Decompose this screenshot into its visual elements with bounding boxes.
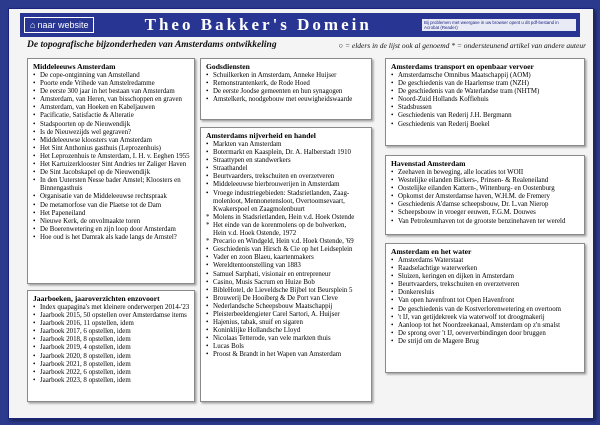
- article-link[interactable]: • Jaarboek 2015, 50 opstellen over Amsterdamse items: [33, 312, 189, 320]
- article-link[interactable]: • Het Kartuizerklooster Sint Andries ter Zaliger Haven: [33, 161, 189, 169]
- article-link[interactable]: • BibleHotel, de Lieveldsche Bijbel tot Beursplein 5: [206, 287, 366, 295]
- article-link[interactable]: • Nieuwe Kerk, de onvolmaakte toren: [33, 218, 189, 226]
- article-link[interactable]: • Markten van Amsterdam: [206, 141, 366, 149]
- website-nav-button[interactable]: [24, 17, 94, 33]
- article-link[interactable]: • De geschiedenis van de Waterlandse tram (NHTM): [391, 88, 579, 96]
- article-link[interactable]: • 't IJ, van getijdekreek via waterwolf tot droogmakerij: [391, 314, 579, 322]
- article-link[interactable]: * Het einde van de korenmolens op de bolwerken,: [206, 222, 366, 230]
- article-link[interactable]: • Botermarkt en Kaasplein, Dr. A. Halberstadt 1910: [206, 149, 366, 157]
- article-list: [33, 304, 189, 385]
- section-title: Godsdiensten: [206, 62, 250, 71]
- article-link[interactable]: • Noord-Zuid Hollands Koffiehuis: [391, 96, 579, 104]
- site-title: Theo Bakker's Domein: [144, 15, 372, 34]
- article-link[interactable]: • Amstelkerk, noodgebouw met eeuwigheidswaarde: [206, 96, 366, 104]
- article-link[interactable]: • Zeehaven in beweging, alle locaties tot WOII: [391, 169, 579, 177]
- article-link[interactable]: • Schuilkerken in Amsterdam, Anneke Huijser: [206, 72, 366, 80]
- page-subtitle: De topografische bijzonderheden van Amsterdams ontwikkeling: [27, 40, 277, 50]
- article-link[interactable]: • Jaarboek 2018, 8 opstellen, idem: [33, 336, 189, 344]
- article-link[interactable]: • De cope-ontginning van Amstelland: [33, 72, 189, 80]
- article-link[interactable]: • Het Papeneiland: [33, 210, 189, 218]
- article-link[interactable]: Binnengasthuis: [40, 185, 83, 193]
- article-link[interactable]: • Jaarboek 2019, 4 opstellen, idem: [33, 344, 189, 352]
- article-link[interactable]: • Poorte ende Vrihede van Amstelredamme: [33, 80, 189, 88]
- article-link[interactable]: * Precario en Windgeld, Hein v.d. Hoek Ostende, '69: [206, 238, 366, 246]
- article-link[interactable]: • De Boerenwetering en zijn loop door Amsterdam: [33, 226, 189, 234]
- article-link[interactable]: • Jaarboek 2017, 6 opstellen, idem: [33, 328, 189, 336]
- article-link[interactable]: * Molens in Stadsrietlanden, Hein v.d. Hoek Ostende: [206, 214, 366, 222]
- article-link[interactable]: • Geschiedenis van Rederij Boekel: [391, 121, 579, 129]
- section-havenstad: [385, 155, 585, 235]
- article-link[interactable]: • Donkeresluis: [391, 289, 579, 297]
- article-link[interactable]: • Casino, Musis Sacrum en Huize Bob: [206, 279, 366, 287]
- article-link[interactable]: • Wereldtentoonstelling van 1883: [206, 262, 366, 270]
- article-link[interactable]: • Brouwerij De Hooiberg & De Port van Cleve: [206, 295, 366, 303]
- browser-notice: Bij problemen met weergave in uw browser opent u dit pdf-bestand in Acrobat (Reader): [422, 19, 576, 31]
- section-water: [385, 243, 585, 373]
- article-link[interactable]: • Oostelijke eilanden Kattern-, Wittenburg- en Oostenburg: [391, 185, 579, 193]
- article-link[interactable]: • Amsterdams Waterstaat: [391, 257, 579, 265]
- article-list: [206, 141, 366, 360]
- article-link[interactable]: • Vader en zoon Blaeu, kaartenmakers: [206, 254, 366, 262]
- site-header: [20, 13, 580, 37]
- article-link[interactable]: • Hajenius, tabak, snuif en sigaren: [206, 319, 366, 327]
- article-link[interactable]: • Van Petroleumhaven tot de grootste benzinehaven ter wereld: [391, 218, 579, 226]
- article-link[interactable]: • Hoe oud is het Damrak als kade langs de Amstel?: [33, 234, 189, 242]
- article-link[interactable]: • Organisatie van de Middeleeuwse rechtspraak: [33, 193, 189, 201]
- article-link[interactable]: • Stadspoorten op de Nieuwendijk: [33, 121, 189, 129]
- article-link[interactable]: • Van open havenfront tot Open Havenfront: [391, 297, 579, 305]
- article-link[interactable]: • Opkomst der Amsterdamse haven, W.H.M. de Fremery: [391, 193, 579, 201]
- article-link[interactable]: • Scheepsbouw in vroeger eeuwen, F.G.M. Douwes: [391, 209, 579, 217]
- section-jaarboeken: [27, 290, 195, 402]
- article-link[interactable]: • Sluizen, keringen en dijken in Amsterdam: [391, 273, 579, 281]
- article-link[interactable]: • Stadsbussen: [391, 104, 579, 112]
- article-link[interactable]: • Amsterdamsche Omnibus Maatschappij (AOM): [391, 72, 579, 80]
- article-link[interactable]: • Jaarboek 2022, 6 opstellen, idem: [33, 369, 189, 377]
- article-link[interactable]: • Straathandel: [206, 165, 366, 173]
- article-list: [33, 72, 189, 242]
- article-link[interactable]: • Beurtvaarders, trekschuiten en overzetveren: [391, 281, 579, 289]
- section-middeleeuws: [27, 58, 195, 284]
- article-link[interactable]: • Aanloop tot het Noordzeekanaal, Amsterdam op z'n smalst: [391, 322, 579, 330]
- section-title: Amsterdams transport en openbaar vervoer: [391, 62, 534, 71]
- home-icon: ⌂: [30, 20, 36, 30]
- section-vervoer: [385, 58, 585, 146]
- article-list: [391, 169, 579, 226]
- article-link[interactable]: • De eerste 300 jaar in het bestaan van Amsterdam: [33, 88, 189, 96]
- article-link[interactable]: • De geschiedenis van de Haarlemse tram (NZH): [391, 80, 579, 88]
- article-link[interactable]: • De geschiedenis van de Kostverlorenwetering en overtoom: [391, 306, 579, 314]
- article-link[interactable]: • Jaarboek 2016, 11 opstellen, idem: [33, 320, 189, 328]
- article-link[interactable]: • Geschiedenis A'damse scheepsbouw, Dr. L.van Nierop: [391, 201, 579, 209]
- article-link[interactable]: • De sprong over 't IJ, oeververbindingen door bruggen: [391, 330, 579, 338]
- article-link[interactable]: • Lucas Bols: [206, 343, 366, 351]
- article-link[interactable]: • In den Uutersten Nesse bader Amstel; Kloosters en: [33, 177, 189, 185]
- article-link[interactable]: • Middeleeuwse bierbrouwerijen in Amsterdam: [206, 181, 366, 189]
- article-link[interactable]: • Jaarboek 2020, 8 opstellen, idem: [33, 353, 189, 361]
- section-title: Middeleeuws Amsterdam: [33, 62, 116, 71]
- section-title: Jaarboeken, jaaroverzichten enzovoort: [33, 294, 160, 303]
- article-link[interactable]: • Index quapagina's met kleinere onderwerpen 2014-'23: [33, 304, 189, 312]
- article-link[interactable]: • Straattypen en standwerkers: [206, 157, 366, 165]
- article-link[interactable]: • Jaarboek 2023, 8 opstellen, idem: [33, 377, 189, 385]
- section-title: Amsterdam en het water: [391, 247, 472, 256]
- article-link[interactable]: • Amsterdam, van Heren, van bisschoppen en graven: [33, 96, 189, 104]
- article-link[interactable]: • Vroege industriegebieden: Stadsrietlanden, Zaag-: [206, 190, 366, 198]
- article-link[interactable]: • Proost & Brandt in het Wapen van Amsterdam: [206, 351, 366, 359]
- article-link[interactable]: • Koninklijke Hollandsche Lloyd: [206, 327, 366, 335]
- article-link[interactable]: • De eerste Joodse gemeenten en hun synagogen: [206, 88, 366, 96]
- article-link[interactable]: • Pacificatie, Satisfactie & Alteratie: [33, 112, 189, 120]
- section-title: Havenstad Amsterdam: [391, 159, 466, 168]
- article-link[interactable]: • Nicolaas Tetterode, van vele markten thuis: [206, 335, 366, 343]
- article-link[interactable]: • Is de Nieuwezijds wel gegraven?: [33, 129, 189, 137]
- article-link[interactable]: • Raadselachtige waterwerken: [391, 265, 579, 273]
- section-godsdiensten: [200, 58, 372, 120]
- article-link[interactable]: • Geschiedenis van Rederij J.H. Bergmann: [391, 112, 579, 120]
- article-link[interactable]: Kwakerspoel en Zaagmolenbuurt: [213, 205, 305, 213]
- website-nav-label: naar website: [37, 20, 89, 30]
- section-nijverheid: [200, 127, 372, 402]
- section-title: Amsterdams nijverheid en handel: [206, 131, 316, 140]
- article-link[interactable]: • Westelijke eilanden Bickers-, Prinsen- & Realeneiland: [391, 177, 579, 185]
- article-list: [391, 257, 579, 346]
- article-link[interactable]: Hein v.d. Hoek Ostende, 1972: [213, 230, 297, 238]
- article-link[interactable]: • Samuel Sarphati, visionair en entrepreneur: [206, 271, 366, 279]
- article-list: [391, 72, 579, 129]
- article-link[interactable]: • De strijd om de Magere Brug: [391, 338, 579, 346]
- article-link[interactable]: • De metamorfose van die Plaetse tot de Dam: [33, 202, 189, 210]
- article-link[interactable]: • Het Leprozenhuis te Amsterdam, I. H. v. Eeghen 1955: [33, 153, 189, 161]
- article-link[interactable]: • Middeleeuwse kloosters van Amsterdam: [33, 137, 189, 145]
- article-link[interactable]: • De Sint Jacobskapel op de Nieuwendijk: [33, 169, 189, 177]
- symbol-legend: ○ = elders in de lijst ook al genoemd * = ondersteunend artikel van andere auteur: [338, 41, 586, 50]
- article-link[interactable]: • Het Sint Anthonius gasthuis (Leprozenhuis): [33, 145, 189, 153]
- article-link[interactable]: • Amsterdam, van Hoeken en Kabeljauwen: [33, 104, 189, 112]
- article-link[interactable]: • Remonstrantenkerk, de Rode Hoed: [206, 80, 366, 88]
- article-link[interactable]: • Geschiedenis van Hirsch & Cie op het Leidseplein: [206, 246, 366, 254]
- article-link[interactable]: • Nederlandsche Scheepsbouw Maatschappij: [206, 303, 366, 311]
- article-link[interactable]: molenloot, Mennonetensloot, Overtoomsevaart,: [213, 197, 345, 205]
- article-link[interactable]: • Beurtvaarders, trekschuiten en overzetveren: [206, 173, 366, 181]
- article-link[interactable]: • Jaarboek 2021, 8 opstellen, idem: [33, 361, 189, 369]
- article-link[interactable]: • Pleisterbeeldengieter Carel Sartori, A. Huijser: [206, 311, 366, 319]
- article-list: [206, 72, 366, 104]
